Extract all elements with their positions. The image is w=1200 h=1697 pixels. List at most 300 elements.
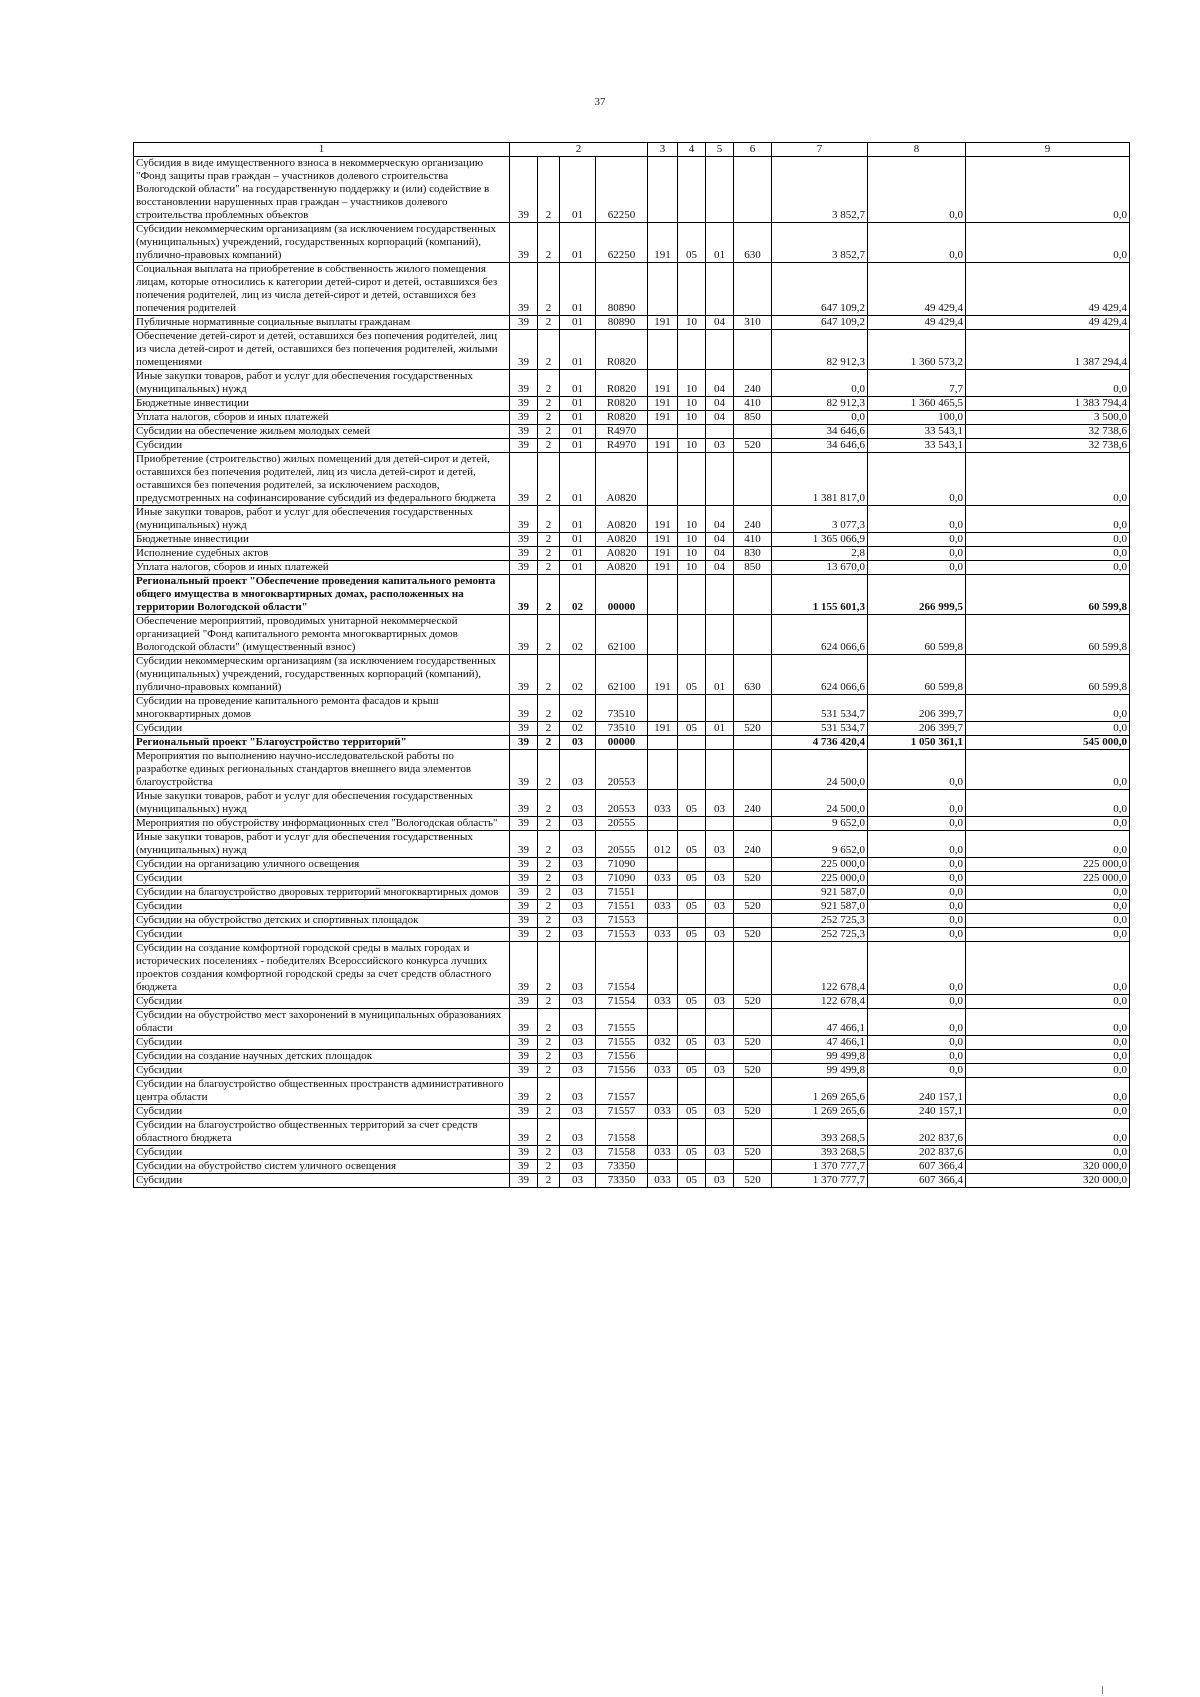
code-subsection: 04 — [706, 506, 734, 533]
code-subsection — [706, 817, 734, 831]
amount-col7: 0,0 — [772, 370, 868, 397]
amount-col9: 0,0 — [966, 942, 1130, 995]
row-name: Региональный проект "Обеспечение проведения капитального ремонта общего имущества в многоквартирных домах, расположенных на территории Вологодской области" — [134, 575, 510, 615]
table-row — [134, 942, 1130, 995]
code-expense-type — [734, 695, 772, 722]
code-subsection — [706, 330, 734, 370]
code-program: 39 — [510, 533, 538, 547]
code-subsection: 03 — [706, 1146, 734, 1160]
code-subsection: 04 — [706, 411, 734, 425]
amount-col7: 921 587,0 — [772, 886, 868, 900]
amount-col9: 0,0 — [966, 1009, 1130, 1036]
amount-col8: 0,0 — [868, 157, 966, 223]
code-ministry — [648, 330, 678, 370]
code-direction: 71090 — [596, 872, 648, 886]
header-cell-1: 1 — [134, 143, 510, 157]
code-program: 39 — [510, 790, 538, 817]
code-expense-type: 520 — [734, 872, 772, 886]
amount-col9: 0,0 — [966, 506, 1130, 533]
code-subprogram: 2 — [538, 995, 560, 1009]
table-row — [134, 157, 1130, 223]
code-direction: 73350 — [596, 1160, 648, 1174]
code-subprogram: 2 — [538, 1064, 560, 1078]
code-program: 39 — [510, 750, 538, 790]
code-expense-type — [734, 615, 772, 655]
amount-col8: 49 429,4 — [868, 263, 966, 316]
row-name: Субсидии некоммерческим организациям (за исключением государственных (муниципальных) учреждений, государственных корпораций (компаний), публично-правовых компаний) — [134, 223, 510, 263]
row-name: Субсидии — [134, 1036, 510, 1050]
row-name: Субсидии на благоустройство общественных пространств административного центра области — [134, 1078, 510, 1105]
row-name: Субсидии — [134, 1146, 510, 1160]
amount-col9: 32 738,6 — [966, 439, 1130, 453]
code-direction: A0820 — [596, 561, 648, 575]
table-row — [134, 330, 1130, 370]
code-subprogram: 2 — [538, 831, 560, 858]
code-program: 39 — [510, 453, 538, 506]
table-row — [134, 615, 1130, 655]
code-subsection — [706, 886, 734, 900]
code-section — [678, 615, 706, 655]
table-row — [134, 1146, 1130, 1160]
code-subsection — [706, 914, 734, 928]
row-name: Субсидии — [134, 928, 510, 942]
amount-col8: 607 366,4 — [868, 1160, 966, 1174]
amount-col8: 60 599,8 — [868, 615, 966, 655]
amount-col9: 0,0 — [966, 790, 1130, 817]
amount-col7: 393 268,5 — [772, 1146, 868, 1160]
code-program: 39 — [510, 1119, 538, 1146]
table-row — [134, 263, 1130, 316]
code-project: 03 — [560, 1009, 596, 1036]
code-section: 10 — [678, 397, 706, 411]
code-project: 03 — [560, 817, 596, 831]
code-subprogram: 2 — [538, 655, 560, 695]
code-program: 39 — [510, 817, 538, 831]
amount-col9: 49 429,4 — [966, 316, 1130, 330]
code-section — [678, 695, 706, 722]
code-section: 05 — [678, 1036, 706, 1050]
code-project: 03 — [560, 995, 596, 1009]
row-name: Иные закупки товаров, работ и услуг для обеспечения государственных (муниципальных) нужд — [134, 790, 510, 817]
code-program: 39 — [510, 722, 538, 736]
code-project: 01 — [560, 547, 596, 561]
code-ministry — [648, 1050, 678, 1064]
header-cell-9: 9 — [966, 143, 1130, 157]
code-ministry — [648, 1119, 678, 1146]
code-program: 39 — [510, 425, 538, 439]
amount-col9: 225 000,0 — [966, 858, 1130, 872]
code-expense-type — [734, 886, 772, 900]
code-program: 39 — [510, 858, 538, 872]
code-subprogram: 2 — [538, 223, 560, 263]
code-subprogram: 2 — [538, 506, 560, 533]
amount-col9: 0,0 — [966, 886, 1130, 900]
amount-col9: 0,0 — [966, 157, 1130, 223]
amount-col9: 49 429,4 — [966, 263, 1130, 316]
amount-col8: 0,0 — [868, 995, 966, 1009]
code-direction: R0820 — [596, 330, 648, 370]
amount-col7: 122 678,4 — [772, 995, 868, 1009]
amount-col7: 24 500,0 — [772, 790, 868, 817]
code-expense-type — [734, 736, 772, 750]
amount-col8: 0,0 — [868, 790, 966, 817]
code-section — [678, 453, 706, 506]
amount-col7: 252 725,3 — [772, 914, 868, 928]
code-subprogram: 2 — [538, 1050, 560, 1064]
code-section: 05 — [678, 900, 706, 914]
code-expense-type: 630 — [734, 655, 772, 695]
amount-col8: 1 360 573,2 — [868, 330, 966, 370]
row-name: Субсидии — [134, 1105, 510, 1119]
code-expense-type — [734, 425, 772, 439]
code-subprogram: 2 — [538, 900, 560, 914]
table-row — [134, 370, 1130, 397]
code-program: 39 — [510, 439, 538, 453]
code-ministry: 033 — [648, 900, 678, 914]
code-direction: 62250 — [596, 223, 648, 263]
amount-col9: 0,0 — [966, 1146, 1130, 1160]
header-cell-7: 7 — [772, 143, 868, 157]
code-program: 39 — [510, 223, 538, 263]
code-program: 39 — [510, 900, 538, 914]
table-row — [134, 736, 1130, 750]
code-direction: 80890 — [596, 263, 648, 316]
code-program: 39 — [510, 1064, 538, 1078]
amount-col8: 49 429,4 — [868, 316, 966, 330]
code-program: 39 — [510, 1160, 538, 1174]
code-subprogram: 2 — [538, 817, 560, 831]
amount-col8: 0,0 — [868, 942, 966, 995]
code-section — [678, 1119, 706, 1146]
code-section — [678, 942, 706, 995]
code-subsection: 03 — [706, 790, 734, 817]
code-direction: A0820 — [596, 533, 648, 547]
code-section — [678, 263, 706, 316]
amount-col8: 33 543,1 — [868, 425, 966, 439]
code-program: 39 — [510, 942, 538, 995]
code-expense-type: 520 — [734, 1064, 772, 1078]
code-project: 01 — [560, 157, 596, 223]
code-subsection: 01 — [706, 722, 734, 736]
code-program: 39 — [510, 1174, 538, 1188]
amount-col7: 647 109,2 — [772, 316, 868, 330]
amount-col8: 0,0 — [868, 817, 966, 831]
amount-col9: 545 000,0 — [966, 736, 1130, 750]
table-row — [134, 817, 1130, 831]
code-subsection — [706, 263, 734, 316]
code-direction: R0820 — [596, 411, 648, 425]
row-name: Мероприятия по обустройству информационных стел "Вологодская область" — [134, 817, 510, 831]
code-ministry: 191 — [648, 316, 678, 330]
amount-col8: 7,7 — [868, 370, 966, 397]
amount-col9: 0,0 — [966, 370, 1130, 397]
table-row — [134, 397, 1130, 411]
code-direction: R0820 — [596, 397, 648, 411]
amount-col8: 0,0 — [868, 561, 966, 575]
amount-col8: 0,0 — [868, 547, 966, 561]
amount-col9: 0,0 — [966, 1105, 1130, 1119]
code-subsection: 03 — [706, 900, 734, 914]
code-subprogram: 2 — [538, 1036, 560, 1050]
code-expense-type: 520 — [734, 928, 772, 942]
code-ministry — [648, 736, 678, 750]
row-name: Субсидии — [134, 995, 510, 1009]
amount-col7: 122 678,4 — [772, 942, 868, 995]
row-name: Субсидии — [134, 872, 510, 886]
code-program: 39 — [510, 561, 538, 575]
code-project: 02 — [560, 575, 596, 615]
code-expense-type — [734, 942, 772, 995]
amount-col7: 647 109,2 — [772, 263, 868, 316]
code-subprogram: 2 — [538, 425, 560, 439]
code-section: 05 — [678, 872, 706, 886]
code-direction: 80890 — [596, 316, 648, 330]
code-subprogram: 2 — [538, 928, 560, 942]
code-subsection — [706, 1160, 734, 1174]
code-project: 03 — [560, 900, 596, 914]
code-section: 10 — [678, 316, 706, 330]
code-subprogram: 2 — [538, 330, 560, 370]
row-name: Приобретение (строительство) жилых помещений для детей-сирот и детей, оставшихся без попечения родителей, лиц из числа детей-сирот и детей, оставшихся без попечения родителей, за исключением расходов, предусмотренных на софинансирование субсидий из федерального бюджета — [134, 453, 510, 506]
code-project: 01 — [560, 397, 596, 411]
row-name: Публичные нормативные социальные выплаты гражданам — [134, 316, 510, 330]
amount-col8: 100,0 — [868, 411, 966, 425]
amount-col7: 99 499,8 — [772, 1064, 868, 1078]
code-direction: 00000 — [596, 575, 648, 615]
code-subprogram: 2 — [538, 1119, 560, 1146]
code-expense-type: 520 — [734, 439, 772, 453]
table-row — [134, 872, 1130, 886]
amount-col9: 0,0 — [966, 995, 1130, 1009]
code-subsection — [706, 942, 734, 995]
amount-col7: 82 912,3 — [772, 397, 868, 411]
code-project: 02 — [560, 722, 596, 736]
amount-col8: 206 399,7 — [868, 695, 966, 722]
amount-col7: 82 912,3 — [772, 330, 868, 370]
amount-col7: 3 852,7 — [772, 157, 868, 223]
code-ministry — [648, 453, 678, 506]
row-name: Субсидии — [134, 900, 510, 914]
code-subsection: 04 — [706, 316, 734, 330]
row-name: Уплата налогов, сборов и иных платежей — [134, 561, 510, 575]
amount-col9: 0,0 — [966, 1036, 1130, 1050]
code-expense-type — [734, 1119, 772, 1146]
amount-col7: 624 066,6 — [772, 655, 868, 695]
code-ministry: 033 — [648, 1174, 678, 1188]
amount-col9: 60 599,8 — [966, 615, 1130, 655]
code-program: 39 — [510, 397, 538, 411]
code-direction: 73350 — [596, 1174, 648, 1188]
code-subsection — [706, 736, 734, 750]
code-section: 05 — [678, 790, 706, 817]
code-expense-type — [734, 575, 772, 615]
code-direction: 71556 — [596, 1064, 648, 1078]
code-program: 39 — [510, 1009, 538, 1036]
amount-col7: 252 725,3 — [772, 928, 868, 942]
amount-col7: 47 466,1 — [772, 1036, 868, 1050]
amount-col9: 0,0 — [966, 831, 1130, 858]
code-direction: 71556 — [596, 1050, 648, 1064]
amount-col8: 0,0 — [868, 900, 966, 914]
amount-col7: 1 370 777,7 — [772, 1174, 868, 1188]
amount-col8: 60 599,8 — [868, 655, 966, 695]
code-direction: 71551 — [596, 900, 648, 914]
code-subsection: 03 — [706, 1174, 734, 1188]
amount-col8: 0,0 — [868, 858, 966, 872]
code-expense-type: 630 — [734, 223, 772, 263]
code-subsection — [706, 695, 734, 722]
row-name: Субсидии на обустройство детских и спортивных площадок — [134, 914, 510, 928]
code-project: 01 — [560, 411, 596, 425]
code-project: 03 — [560, 790, 596, 817]
amount-col7: 1 365 066,9 — [772, 533, 868, 547]
amount-col7: 624 066,6 — [772, 615, 868, 655]
code-project: 03 — [560, 831, 596, 858]
code-ministry — [648, 615, 678, 655]
code-expense-type: 520 — [734, 1105, 772, 1119]
amount-col9: 1 387 294,4 — [966, 330, 1130, 370]
code-ministry — [648, 858, 678, 872]
code-subprogram: 2 — [538, 157, 560, 223]
code-section: 05 — [678, 722, 706, 736]
amount-col9: 0,0 — [966, 914, 1130, 928]
header-cell-3: 3 — [648, 143, 678, 157]
code-expense-type — [734, 1050, 772, 1064]
code-section: 05 — [678, 223, 706, 263]
code-expense-type: 520 — [734, 1146, 772, 1160]
code-project: 03 — [560, 942, 596, 995]
code-project: 03 — [560, 1174, 596, 1188]
code-subsection — [706, 615, 734, 655]
code-expense-type — [734, 750, 772, 790]
code-ministry: 012 — [648, 831, 678, 858]
code-project: 03 — [560, 1105, 596, 1119]
code-direction: 71558 — [596, 1146, 648, 1160]
code-expense-type — [734, 858, 772, 872]
row-name: Субсидии — [134, 1064, 510, 1078]
amount-col9: 0,0 — [966, 1064, 1130, 1078]
code-program: 39 — [510, 831, 538, 858]
table-row — [134, 995, 1130, 1009]
code-project: 03 — [560, 750, 596, 790]
code-direction: A0820 — [596, 453, 648, 506]
code-ministry: 191 — [648, 506, 678, 533]
code-direction: 71555 — [596, 1036, 648, 1050]
code-subsection: 04 — [706, 561, 734, 575]
code-expense-type: 310 — [734, 316, 772, 330]
code-ministry: 033 — [648, 928, 678, 942]
table-row — [134, 453, 1130, 506]
header-cell-5: 5 — [706, 143, 734, 157]
code-subprogram: 2 — [538, 370, 560, 397]
code-ministry: 191 — [648, 561, 678, 575]
code-subprogram: 2 — [538, 914, 560, 928]
amount-col8: 0,0 — [868, 914, 966, 928]
row-name: Бюджетные инвестиции — [134, 397, 510, 411]
code-ministry: 033 — [648, 995, 678, 1009]
row-name: Обеспечение мероприятий, проводимых унитарной некоммерческой организацией "Фонд капитального ремонта многоквартирных домов Вологодской области" (имущественный взнос) — [134, 615, 510, 655]
table-row — [134, 439, 1130, 453]
code-direction: 71555 — [596, 1009, 648, 1036]
code-ministry — [648, 1009, 678, 1036]
table-row — [134, 914, 1130, 928]
code-section: 10 — [678, 506, 706, 533]
table-row — [134, 900, 1130, 914]
code-subsection — [706, 1119, 734, 1146]
row-name: Субсидии — [134, 439, 510, 453]
code-ministry — [648, 914, 678, 928]
code-section — [678, 330, 706, 370]
code-ministry — [648, 575, 678, 615]
code-subsection: 01 — [706, 223, 734, 263]
code-project: 01 — [560, 263, 596, 316]
code-section — [678, 914, 706, 928]
code-program: 39 — [510, 615, 538, 655]
amount-col7: 1 269 265,6 — [772, 1078, 868, 1105]
code-section: 05 — [678, 1146, 706, 1160]
code-expense-type — [734, 453, 772, 506]
code-expense-type: 850 — [734, 411, 772, 425]
amount-col8: 202 837,6 — [868, 1119, 966, 1146]
row-name: Обеспечение детей-сирот и детей, оставшихся без попечения родителей, лиц из числа детей-сирот и детей, оставшихся без попечения родителей, жилыми помещениями — [134, 330, 510, 370]
code-section: 05 — [678, 831, 706, 858]
code-subsection — [706, 1009, 734, 1036]
code-ministry — [648, 695, 678, 722]
code-subprogram: 2 — [538, 316, 560, 330]
amount-col8: 607 366,4 — [868, 1174, 966, 1188]
code-ministry — [648, 886, 678, 900]
amount-col9: 0,0 — [966, 547, 1130, 561]
code-direction: 73510 — [596, 695, 648, 722]
code-section — [678, 425, 706, 439]
amount-col7: 3 852,7 — [772, 223, 868, 263]
amount-col9: 0,0 — [966, 533, 1130, 547]
code-direction: 20555 — [596, 831, 648, 858]
amount-col8: 0,0 — [868, 872, 966, 886]
amount-col7: 1 269 265,6 — [772, 1105, 868, 1119]
code-direction: 71554 — [596, 942, 648, 995]
amount-col9: 3 500,0 — [966, 411, 1130, 425]
amount-col8: 0,0 — [868, 506, 966, 533]
row-name: Субсидии на создание комфортной городской среды в малых городах и исторических поселениях - победителях Всероссийского конкурса лучших проектов создания комфортной городской среды за счет средств областного бюджета — [134, 942, 510, 995]
code-ministry: 033 — [648, 1146, 678, 1160]
code-subprogram: 2 — [538, 411, 560, 425]
code-ministry: 191 — [648, 411, 678, 425]
code-program: 39 — [510, 330, 538, 370]
code-expense-type: 520 — [734, 1036, 772, 1050]
amount-col8: 206 399,7 — [868, 722, 966, 736]
row-name: Мероприятия по выполнению научно-исследовательской работы по разработке единых региональных стандартов внешнего вида элементов благоустройства — [134, 750, 510, 790]
code-subsection — [706, 157, 734, 223]
amount-col8: 240 157,1 — [868, 1078, 966, 1105]
amount-col7: 2,8 — [772, 547, 868, 561]
amount-col9: 0,0 — [966, 1119, 1130, 1146]
amount-col8: 0,0 — [868, 750, 966, 790]
amount-col9: 225 000,0 — [966, 872, 1130, 886]
code-subprogram: 2 — [538, 872, 560, 886]
code-direction: 71090 — [596, 858, 648, 872]
code-subsection: 03 — [706, 1036, 734, 1050]
code-program: 39 — [510, 655, 538, 695]
amount-col7: 1 381 817,0 — [772, 453, 868, 506]
amount-col8: 0,0 — [868, 1009, 966, 1036]
row-name: Субсидии на проведение капитального ремонта фасадов и крыш многоквартирных домов — [134, 695, 510, 722]
code-expense-type — [734, 157, 772, 223]
code-subprogram: 2 — [538, 1009, 560, 1036]
code-project: 01 — [560, 439, 596, 453]
code-program: 39 — [510, 695, 538, 722]
table-row — [134, 928, 1130, 942]
